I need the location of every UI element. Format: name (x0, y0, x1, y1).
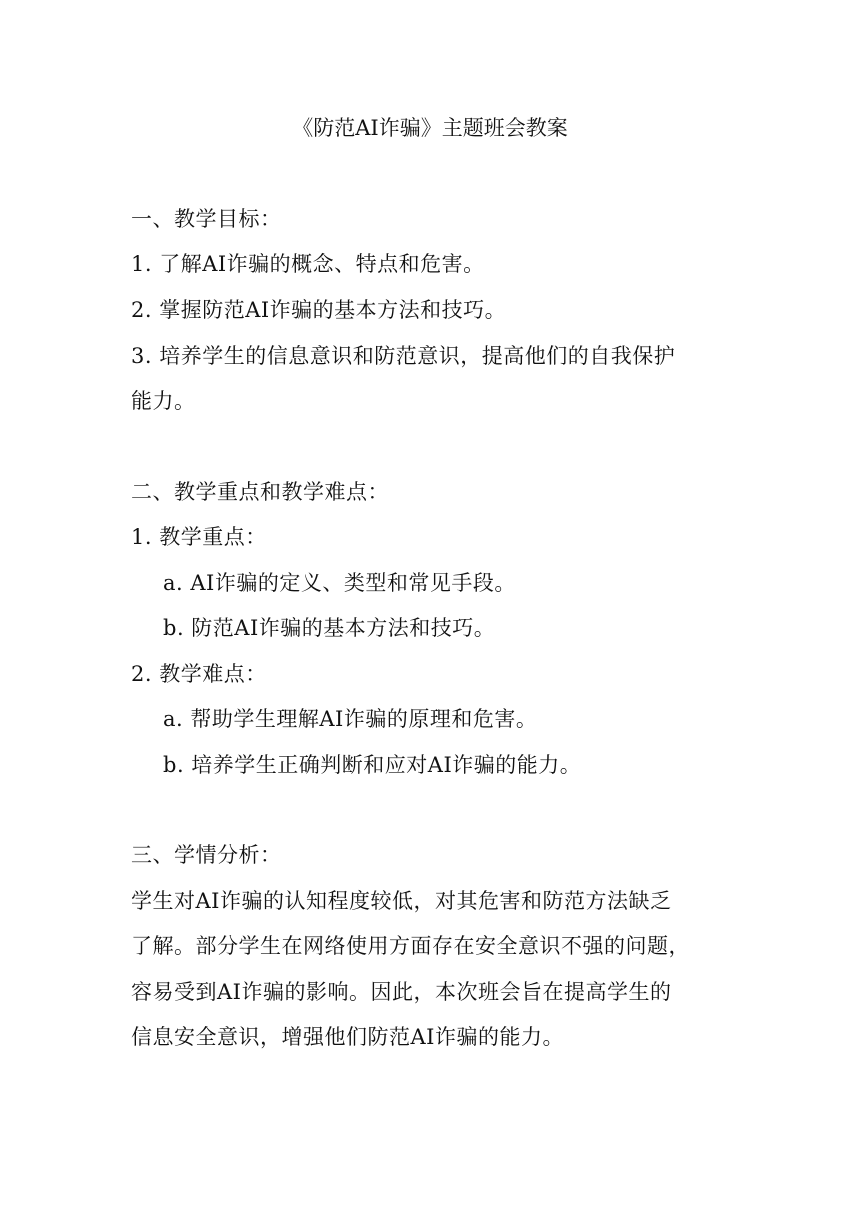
key-point-b: b. 防范AI诈骗的基本方法和技巧。 (163, 616, 496, 640)
difficulty-heading: 2. 教学难点： (131, 662, 267, 686)
section1-heading: 一、教学目标： (131, 207, 282, 231)
document-title: 《防范AI诈骗》主题班会教案 (292, 116, 568, 140)
section2-heading: 二、教学重点和教学难点： (131, 480, 389, 504)
objective-item-1: 1. 了解AI诈骗的概念、特点和危害。 (131, 252, 485, 276)
analysis-line-1: 学生对AI诈骗的认知程度较低，对其危害和防范方法缺乏 (131, 889, 672, 913)
analysis-line-3: 容易受到AI诈骗的影响。因此，本次班会旨在提高学生的 (131, 980, 672, 1004)
difficulty-a: a. 帮助学生理解AI诈骗的原理和危害。 (163, 707, 538, 731)
objective-item-2: 2. 掌握防范AI诈骗的基本方法和技巧。 (131, 298, 507, 322)
difficulty-b: b. 培养学生正确判断和应对AI诈骗的能力。 (163, 753, 582, 777)
key-point-a: a. AI诈骗的定义、类型和常见手段。 (163, 571, 516, 595)
objective-item-3: 3. 培养学生的信息意识和防范意识，提高他们的自我保护 (131, 344, 676, 368)
analysis-line-4: 信息安全意识，增强他们防范AI诈骗的能力。 (131, 1025, 564, 1049)
section3-heading: 三、学情分析： (131, 843, 282, 867)
objective-item-3-continued: 能力。 (131, 389, 196, 413)
analysis-line-2: 了解。部分学生在网络使用方面存在安全意识不强的问题， (131, 934, 690, 958)
key-points-heading: 1. 教学重点： (131, 525, 267, 549)
